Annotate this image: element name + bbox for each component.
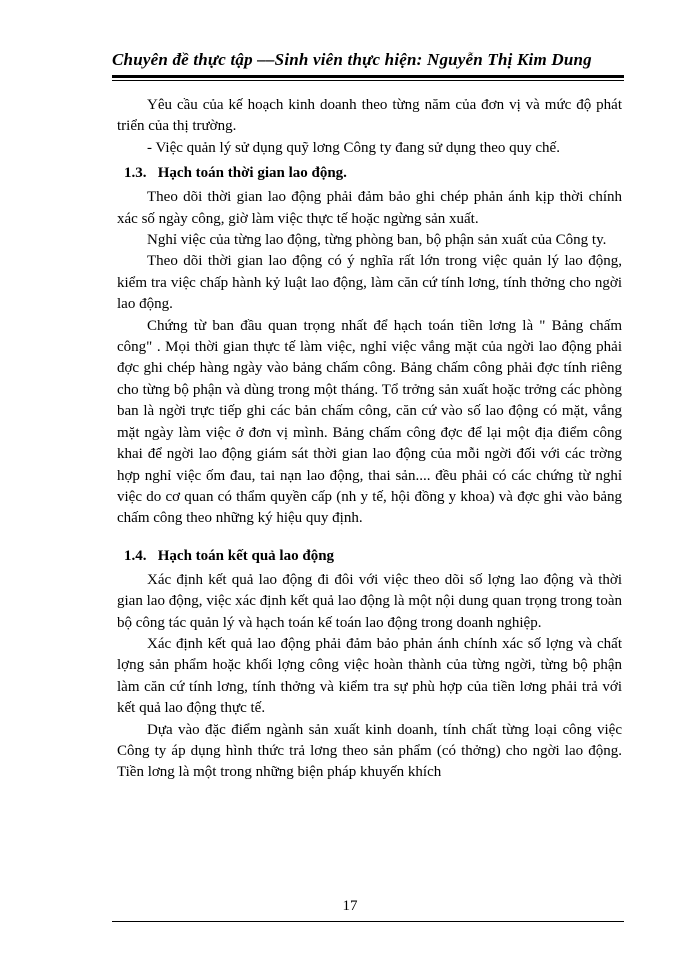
page-number: 17 [342,898,358,914]
header-rule-thin [112,80,624,81]
footer-rule [112,921,624,922]
paragraph: Nghỉ việc của từng lao động, từng phòng ban, bộ phận sản xuất của Công ty. [147,232,607,249]
paragraph: Theo dõi thời gian lao động có ý nghĩa rất lớn trong việc quản lý lao động, kiểm tra việc chấp hành kỷ luật lao động, làm căn cứ tính lơng, tính thởng cho ngời lao động. [117,253,622,313]
running-header: Chuyên đề thực tập ––Sinh viên thực hiện: Nguyễn Thị Kim Dung [112,50,592,69]
section-title: Hạch toán thời gian lao động. [157,165,347,182]
paragraph: Yêu cầu của kế hoạch kinh doanh theo từng năm của đơn vị và mức độ phát triển của thị trường. [117,97,622,135]
paragraph: Dựa vào đặc điểm ngành sản xuất kinh doanh, tính chất từng loại công việc Công ty áp dụng hình thức trả lơng theo sản phẩm (có thởng) cho ngời lao động. Tiền lơng là một trong những biện pháp khuyến khích [117,721,622,781]
paragraph: - Việc quản lý sử dụng quỹ lơng Công ty đang sử dụng theo quy chế. [147,139,560,156]
section-heading-1-3 [124,163,622,184]
section-title: Hạch toán kết quả lao động [157,547,335,564]
section-number: 1.3. [124,165,147,182]
section-number: 1.4. [124,547,147,564]
paragraph: Xác định kết quả lao động phải đảm bảo phản ánh chính xác số lợng và chất lợng sản phẩm hoặc khối lợng công việc hoàn thành của từng ngời, từng bộ phận làm căn cứ tính lơng, tính thởng và kiểm tra sự phù hợp của tiền lơng phải trả với kết quả lao động thực tế. [117,635,622,717]
body-text [117,95,622,784]
spacer [117,530,622,542]
paragraph: Chứng từ ban đầu quan trọng nhất để hạch toán tiền lơng là " Bảng chấm công" . Mọi thời gian thực tế làm việc, nghỉ việc vắng mặt của ngời lao động phải đợc ghi chép hàng ngày vào bảng chấm công. Bảng chấm công phải đợc tính riêng cho từng bộ phận và dùng trong một tháng. Tổ trởng sản xuất hoặc trởng các phòng ban là ngời trực tiếp ghi các bản chấm công, căn cứ vào số lao động có mặt, vắng mặt ngày làm việc ở đơn vị mình. Bảng chấm công đợc để lại một địa điểm công khai để ngời lao động giám sát thời gian lao động của mỗi ngời đối với các trờng hợp nghỉ việc ốm đau, tai nạn lao động, thai sản.... đều phải có các chứng từ nghỉ việc do cơ quan có thẩm quyền cấp (nh y tế, hội đồng y khoa) và đợc ghi vào bảng chấm công theo những ký hiệu quy định. [117,317,622,527]
section-heading-1-4 [124,546,622,567]
paragraph: Xác định kết quả lao động đi đôi với việc theo dõi số lợng lao động và thời gian lao động, việc xác định kết quả lao động là một nội dung quan trọng trong toàn bộ công tác quản lý và hạch toán kế toán lao động trong doanh nghiệp. [117,571,622,631]
paragraph: Theo dõi thời gian lao động phải đảm bảo ghi chép phản ánh kịp thời chính xác số ngày công, giờ làm việc thực tế hoặc ngừng sản xuất. [117,189,622,227]
header-rule-thick [112,75,624,78]
